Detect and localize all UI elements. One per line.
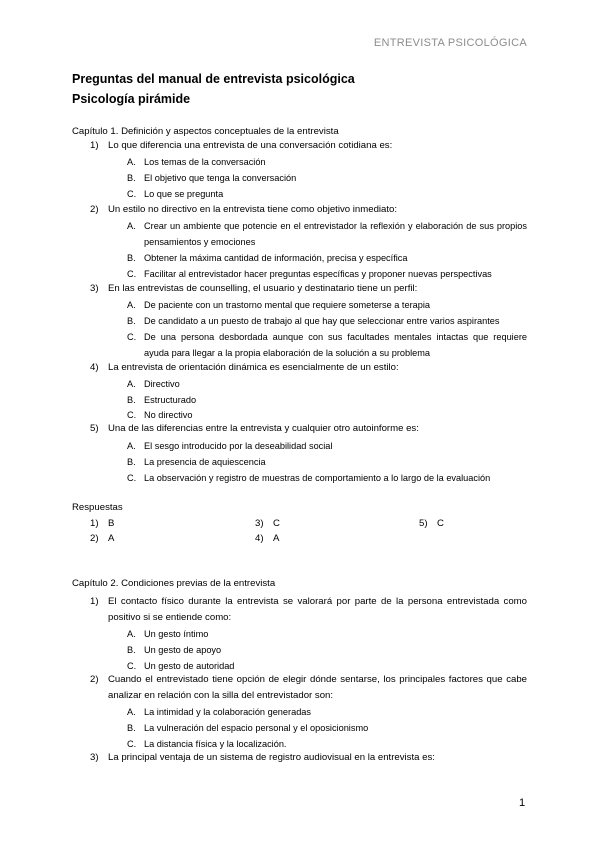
question-text: La principal ventaja de un sistema de registro audiovisual en la entrevista es: (108, 752, 435, 763)
option-text: Obtener la máxima cantidad de información, precisa y específica (144, 253, 408, 263)
document-subtitle: Psicología pirámide (72, 92, 191, 106)
answer-option (127, 438, 527, 454)
option-text: La presencia de aquiescencia (144, 457, 266, 467)
option-letter: A. (127, 441, 136, 451)
option-letter: B. (127, 173, 136, 183)
option-letter: C. (127, 189, 137, 199)
answer-option (127, 642, 527, 658)
option-letter: A. (127, 300, 136, 310)
option-text: La intimidad y la colaboración generadas (144, 707, 312, 717)
option-letter: A. (127, 379, 136, 389)
question-number: 5) (90, 423, 99, 434)
option-text: Un gesto de apoyo (144, 645, 222, 655)
option-text: Facilitar al entrevistador hacer preguntas específicas y proponer nuevas perspectivas (144, 269, 492, 279)
question-number: 1) (90, 596, 99, 607)
option-letter: C. (127, 661, 137, 671)
option-letter: B. (127, 395, 136, 405)
answer-option (127, 170, 527, 186)
question-text: Una de las diferencias entre la entrevista y cualquier otro autoinforme es: (108, 423, 419, 434)
option-letter: C. (127, 410, 137, 420)
option-text: La distancia física y la localización. (144, 739, 287, 749)
option-text: No directivo (144, 410, 193, 420)
question-text: Lo que diferencia una entrevista de una conversación cotidiana es: (108, 140, 393, 151)
option-text: De candidato a un puesto de trabajo al que hay que seleccionar entre varios aspirantes (144, 316, 500, 326)
option-text: Los temas de la conversación (144, 157, 266, 167)
option-text: La vulneración del espacio personal y el oposicionismo (144, 723, 369, 733)
answer-item (90, 518, 114, 529)
question-number: 2) (90, 204, 99, 215)
answer-option (127, 313, 527, 329)
option-text: El sesgo introducido por la deseabilidad social (144, 441, 333, 451)
option-text: La observación y registro de muestras de comportamiento a lo largo de la evaluación (144, 473, 491, 483)
answer-value: A (273, 533, 280, 544)
answer-number: 3) (255, 518, 264, 529)
answers-title: Respuestas (72, 502, 123, 513)
answer-option (127, 470, 527, 486)
option-letter: A. (127, 707, 136, 717)
answer-option (127, 297, 527, 313)
question-number: 4) (90, 362, 99, 373)
question-item (90, 281, 527, 297)
answer-value: C (273, 518, 280, 529)
option-letter: A. (127, 629, 136, 639)
option-text: Un gesto de autoridad (144, 661, 235, 671)
question-number: 3) (90, 283, 99, 294)
question-text: Cuando el entrevistado tiene opción de elegir dónde sentarse, los principales factores que cabe analizar en relación con la silla del entrevistador son: (108, 674, 527, 701)
question-number: 1) (90, 140, 99, 151)
answer-option (127, 626, 527, 642)
answer-item (255, 533, 279, 544)
answer-item (255, 518, 280, 529)
option-letter: C. (127, 473, 137, 483)
answer-number: 4) (255, 533, 264, 544)
option-text: Estructurado (144, 395, 197, 405)
answer-option (127, 454, 527, 470)
option-letter: B. (127, 457, 136, 467)
question-text: Un estilo no directivo en la entrevista tiene como objetivo inmediato: (108, 204, 398, 215)
option-letter: B. (127, 723, 136, 733)
chapter-1-title: Capítulo 1. Definición y aspectos conceptuales de la entrevista (72, 126, 339, 137)
option-text: De una persona desbordada aunque con sus facultades mentales intactas que requiere ayuda para llegar a la propia elaboración de la solución a su problema (144, 332, 527, 358)
answer-option (127, 250, 527, 266)
question-text: El contacto físico durante la entrevista se valorará por parte de la persona entrevistada como positivo si se entiende como: (108, 596, 527, 623)
answer-option (127, 329, 527, 361)
running-header: ENTREVISTA PSICOLÓGICA (373, 37, 527, 49)
option-letter: B. (127, 645, 136, 655)
question-item (90, 360, 527, 376)
question-number: 2) (90, 674, 99, 685)
answer-item (90, 533, 114, 544)
answer-number: 5) (419, 518, 428, 529)
option-text: Crear un ambiente que potencie en el entrevistador la reflexión y elaboración de sus propios pensamientos y emociones (144, 221, 527, 247)
question-item (90, 202, 527, 218)
option-letter: C. (127, 269, 137, 279)
question-number: 3) (90, 752, 99, 763)
document-title: Preguntas del manual de entrevista psicológica (72, 72, 355, 86)
option-text: El objetivo que tenga la conversación (144, 173, 297, 183)
question-item (90, 138, 527, 154)
answer-option (127, 266, 527, 282)
question-item (90, 750, 527, 766)
answer-item (419, 518, 444, 529)
page-number: 1 (519, 797, 526, 809)
option-text: Lo que se pregunta (144, 189, 224, 199)
option-letter: C. (127, 332, 137, 342)
option-letter: A. (127, 157, 136, 167)
answer-option (127, 186, 527, 202)
option-letter: A. (127, 221, 136, 231)
question-text: La entrevista de orientación dinámica es esencialmente de un estilo: (108, 362, 399, 373)
question-item (90, 672, 527, 704)
option-letter: B. (127, 316, 136, 326)
answer-option (127, 392, 527, 408)
answer-option (127, 376, 527, 392)
answer-option (127, 704, 527, 720)
answer-option (127, 720, 527, 736)
question-item (90, 594, 527, 626)
question-text: En las entrevistas de counselling, el usuario y destinatario tiene un perfil: (108, 283, 418, 294)
answer-option (127, 218, 527, 250)
answer-value: A (108, 533, 115, 544)
answer-number: 1) (90, 518, 99, 529)
option-text: De paciente con un trastorno mental que requiere someterse a terapia (144, 300, 431, 310)
answer-value: C (437, 518, 444, 529)
option-letter: C. (127, 739, 137, 749)
chapter-2-title: Capítulo 2. Condiciones previas de la entrevista (72, 578, 276, 589)
question-item (90, 421, 527, 437)
answer-option (127, 154, 527, 170)
option-text: Un gesto íntimo (144, 629, 209, 639)
answer-value: B (108, 518, 115, 529)
option-letter: B. (127, 253, 136, 263)
answer-number: 2) (90, 533, 99, 544)
option-text: Directivo (144, 379, 180, 389)
